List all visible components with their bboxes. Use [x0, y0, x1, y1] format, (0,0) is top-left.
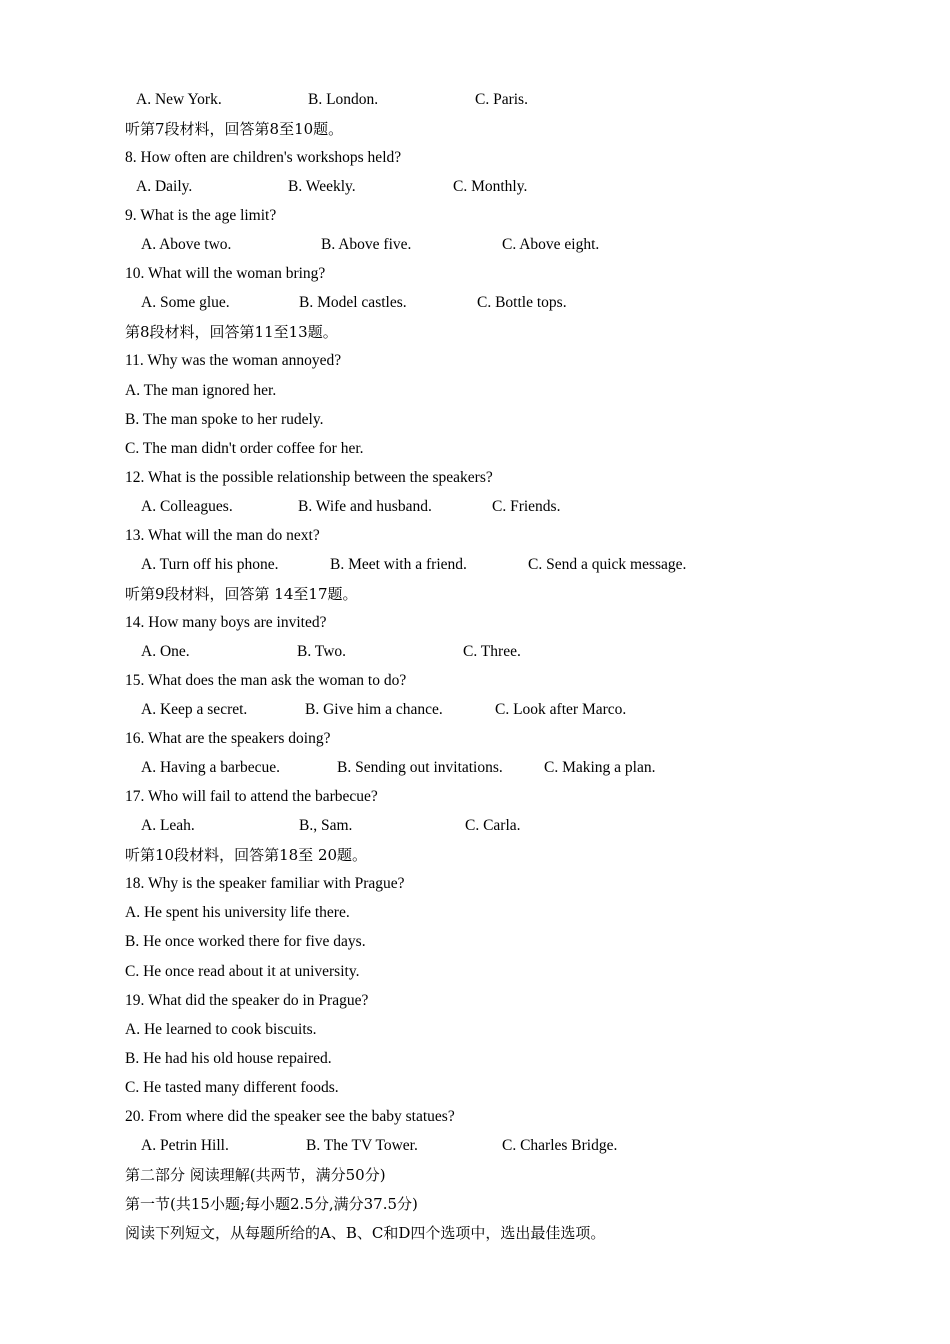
section-instruction: 听第10段材料，回答第18至 20题。: [125, 846, 368, 864]
answer-option: C. Carla.: [465, 817, 521, 834]
answer-option: B. Wife and husband.: [298, 498, 432, 515]
question-line: 8. How often are children's workshops held?: [125, 149, 402, 166]
question-line: 14. How many boys are invited?: [125, 614, 327, 631]
answer-option: C. Look after Marco.: [495, 701, 627, 718]
answer-option: A. Leah.: [141, 817, 195, 834]
answer-option: A. Turn off his phone.: [141, 556, 279, 573]
question-line: 16. What are the speakers doing?: [125, 730, 331, 747]
question-line: 11. Why was the woman annoyed?: [125, 352, 342, 369]
question-line: A. He learned to cook biscuits.: [125, 1021, 317, 1038]
answer-option: A. Colleagues.: [141, 498, 233, 515]
answer-option: A. One.: [141, 643, 190, 660]
section-instruction: 第8段材料，回答第11至13题。: [125, 323, 338, 341]
answer-option: A. Having a barbecue.: [141, 759, 281, 776]
section-instruction: 听第7段材料，回答第8至10题。: [125, 120, 344, 138]
answer-option: B. Give him a chance.: [305, 701, 443, 718]
answer-options-row: [0, 89, 950, 111]
answer-option: C. Bottle tops.: [477, 294, 567, 311]
answer-option: B. The TV Tower.: [306, 1137, 418, 1154]
answer-option: A. Some glue.: [141, 294, 230, 311]
answer-option: B. Model castles.: [299, 294, 407, 311]
answer-option: B. Two.: [297, 643, 347, 660]
answer-option: B. Meet with a friend.: [330, 556, 467, 573]
section-instruction: 阅读下列短文，从每题所给的A、B、C和D四个选项中，选出最佳选项。: [125, 1224, 606, 1242]
question-line: 12. What is the possible relationship between the speakers?: [125, 469, 493, 486]
answer-options-row: [0, 757, 950, 779]
answer-option: B. Weekly.: [288, 178, 356, 195]
answer-option: B. London.: [308, 91, 379, 108]
answer-option: A. New York.: [136, 91, 222, 108]
answer-option: A. Petrin Hill.: [141, 1137, 229, 1154]
question-line: A. The man ignored her.: [125, 382, 277, 399]
answer-option: B., Sam.: [299, 817, 353, 834]
answer-option: C. Monthly.: [453, 178, 528, 195]
section-instruction: 第一节(共15小题;每小题2.5分,满分37.5分): [125, 1195, 418, 1213]
question-line: 10. What will the woman bring?: [125, 265, 326, 282]
question-line: B. He once worked there for five days.: [125, 933, 366, 950]
section-instruction: 听第9段材料，回答第 14至17题。: [125, 585, 358, 603]
answer-options-row: [0, 496, 950, 518]
answer-option: C. Send a quick message.: [528, 556, 687, 573]
answer-option: C. Three.: [463, 643, 521, 660]
answer-options-row: [0, 641, 950, 663]
question-line: 19. What did the speaker do in Prague?: [125, 992, 369, 1009]
question-line: 18. Why is the speaker familiar with Prague?: [125, 875, 405, 892]
question-line: A. He spent his university life there.: [125, 904, 350, 921]
answer-options-row: [0, 699, 950, 721]
answer-option: C. Charles Bridge.: [502, 1137, 618, 1154]
answer-options-row: [0, 815, 950, 837]
answer-option: C. Making a plan.: [544, 759, 656, 776]
question-line: 20. From where did the speaker see the baby statues?: [125, 1108, 455, 1125]
answer-options-row: [0, 292, 950, 314]
answer-option: C. Friends.: [492, 498, 561, 515]
question-line: 9. What is the age limit?: [125, 207, 277, 224]
answer-options-row: [0, 554, 950, 576]
section-instruction: 第二部分 阅读理解(共两节，满分50分): [125, 1166, 386, 1184]
answer-option: C. Paris.: [475, 91, 528, 108]
answer-options-row: [0, 176, 950, 198]
answer-option: A. Keep a secret.: [141, 701, 248, 718]
answer-option: C. Above eight.: [502, 236, 600, 253]
question-line: B. The man spoke to her rudely.: [125, 411, 324, 428]
question-line: 13. What will the man do next?: [125, 527, 320, 544]
answer-option: B. Above five.: [321, 236, 412, 253]
answer-options-row: [0, 1135, 950, 1157]
question-line: C. The man didn't order coffee for her.: [125, 440, 364, 457]
question-line: C. He tasted many different foods.: [125, 1079, 339, 1096]
question-line: C. He once read about it at university.: [125, 963, 360, 980]
question-line: 15. What does the man ask the woman to do?: [125, 672, 407, 689]
answer-option: A. Daily.: [136, 178, 193, 195]
answer-option: A. Above two.: [141, 236, 232, 253]
answer-options-row: [0, 234, 950, 256]
question-line: 17. Who will fail to attend the barbecue?: [125, 788, 378, 805]
answer-option: B. Sending out invitations.: [337, 759, 503, 776]
question-line: B. He had his old house repaired.: [125, 1050, 332, 1067]
